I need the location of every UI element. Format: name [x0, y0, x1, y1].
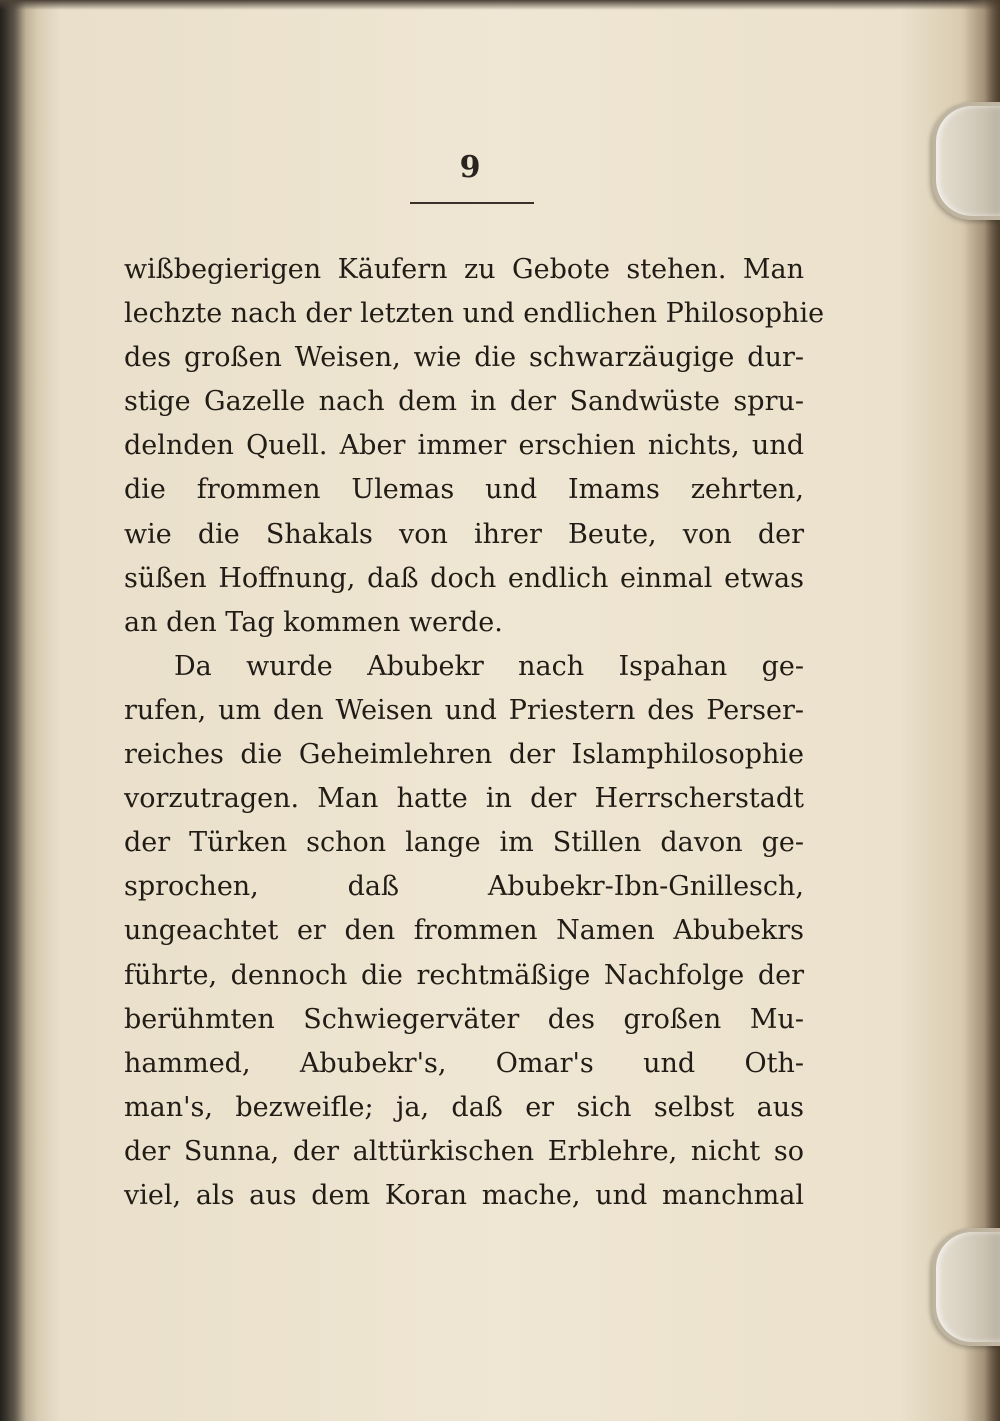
text-line: die frommen Ulemas und Imams zehrten, [124, 474, 804, 506]
text-line: an den Tag kommen werde. [124, 606, 503, 638]
text-line: stige Gazelle nach dem in der Sandwüste spru- [124, 386, 804, 418]
binding-shadow [0, 0, 38, 1421]
text-line: wie die Shakals von ihrer Beute, von der [124, 518, 804, 550]
top-edge-shadow [0, 0, 1000, 10]
text-line: der Sunna, der alttürkischen Erblehre, nicht so [124, 1135, 804, 1167]
text-line: hammed, Abubekr's, Omar's und Oth- [124, 1047, 804, 1079]
text-line: viel, als aus dem Koran mache, und manchmal [124, 1179, 804, 1211]
body-text [124, 248, 825, 1218]
header-rule [410, 202, 534, 204]
text-line: reiches die Geheimlehren der Islamphilosophie [124, 739, 804, 771]
page-number: 9 [459, 150, 481, 185]
text-line: delnden Quell. Aber immer erschien nichts, und [124, 430, 804, 462]
text-line: des großen Weisen, wie die schwarzäugige dur- [124, 342, 804, 374]
text-line: man's, bezweifle; ja, daß er sich selbst aus [124, 1091, 804, 1123]
text-line: sprochen, daß Abubekr-Ibn-Gnillesch, [124, 871, 804, 903]
text-line: der Türken schon lange im Stillen davon ge- [124, 827, 804, 859]
text-line: rufen, um den Weisen und Priestern des Perser- [124, 694, 804, 726]
text-line: Da wurde Abubekr nach Ispahan ge- [174, 650, 804, 682]
text-line: vorzutragen. Man hatte in der Herrscherstadt [124, 783, 804, 815]
text-line: süßen Hoffnung, daß doch endlich einmal etwas [124, 562, 804, 594]
text-line: lechzte nach der letzten und endlichen Philosophie [124, 298, 825, 330]
text-line: wißbegierigen Käufern zu Gebote stehen. Man [124, 254, 804, 285]
text-line: berühmten Schwiegerväter des großen Mu- [124, 1003, 804, 1035]
page-clip-bottom [932, 1228, 1000, 1346]
page-clip-top [932, 102, 1000, 220]
text-line: ungeachtet er den frommen Namen Abubekrs [124, 915, 804, 947]
text-line: führte, dennoch die rechtmäßige Nachfolge der [124, 959, 804, 991]
